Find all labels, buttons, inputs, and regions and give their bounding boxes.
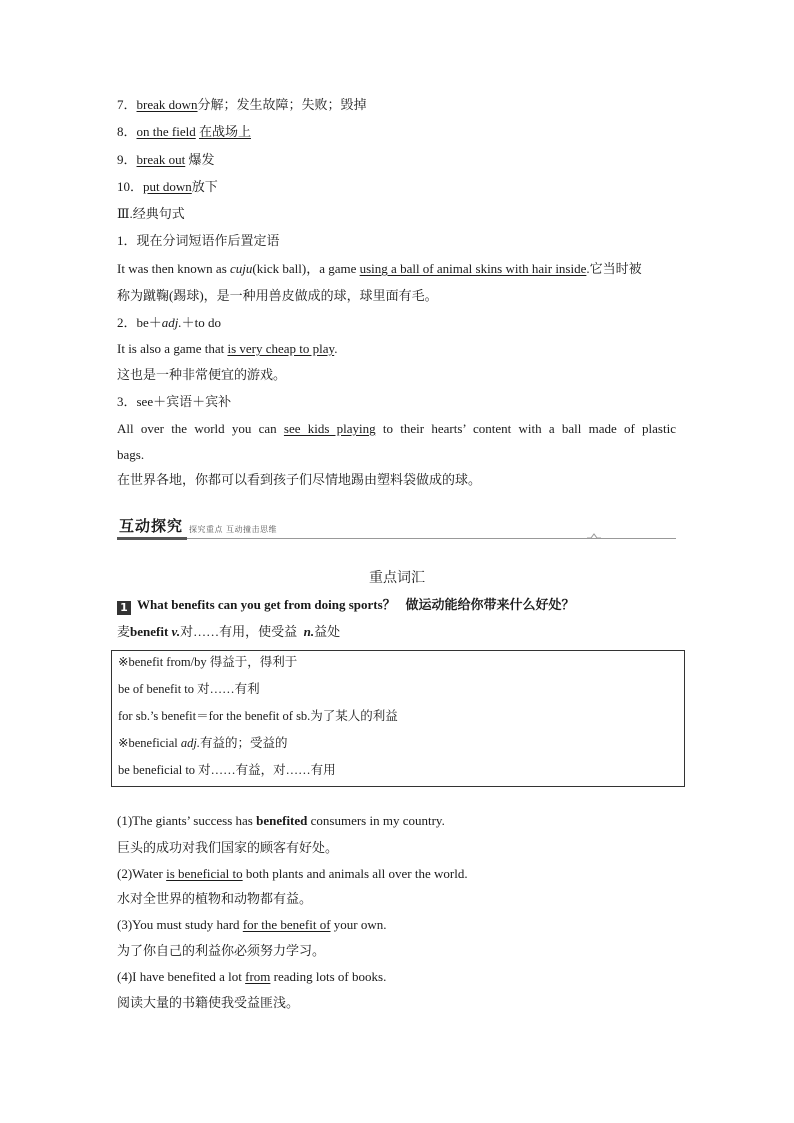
answer-blank: using a ball of animal skins with hair inside [359,261,587,276]
pattern-3-translation: 在世界各地，你都可以看到孩子们尽情地踢由塑料袋做成的球。 [117,472,482,487]
section-divider-accent [117,537,187,540]
answer-blank: is very cheap to play [227,341,335,356]
usage-box [111,650,685,787]
item-meaning: 爆发 [188,152,215,167]
divider-notch-icon [587,533,601,541]
item-phrase: break out [136,152,186,167]
item-number: 8． [117,124,137,139]
item-meaning: 放下 [191,179,218,194]
vocab-item-7 [117,96,367,114]
vocab-title: 重点词汇 [369,571,425,586]
question-1 [117,596,574,615]
example-3: (3)You must study hard for the benefit of your own. [117,917,387,932]
benefit-definition: 麦benefit v.对……有用，使受益 n.益处 [117,624,341,639]
answer-blank: for the benefit of [242,917,331,932]
cuju-term: cuju [230,261,253,276]
item-meaning: 分解；发生故障；失败；毁掉 [197,97,367,112]
example-1: (1)The giants’ success has benefited consumers in my country. [117,813,445,828]
item-phrase: break down [136,97,198,112]
answer-blank: see kids playing [283,421,376,436]
section-label: 互动探究 [119,517,184,535]
example-4: (4)I have benefited a lot from reading lots of books. [117,969,387,984]
pattern-1-translation: 称为蹴鞠(踢球)，是一种用兽皮做成的球，球里面有毛。 [117,288,438,303]
section-subtitle: 探究重点 互动撞击思维 [189,525,278,534]
example-4-translation: 阅读大量的书籍使我受益匪浅。 [117,995,300,1010]
vocab-item-9 [117,151,215,169]
pattern-3-sentence: All over the world you can see kids playing to their hearts’ content with a ball made of plastic [117,421,676,436]
usage-line: be beneficial to 对……有益，对……有用 [118,763,336,777]
question-en: What benefits can you get from doing sports？ [137,597,396,612]
section-header [117,515,676,545]
pattern-1-title: 1．现在分词短语作后置定语 [117,233,280,248]
question-cn: 做运动能给你带来什么好处？ [405,597,575,612]
usage-line: ※benefit from/by 得益于，得利于 [118,655,298,669]
headword: benefit [130,624,169,639]
item-number: 10． [117,179,144,194]
answer-blank: is beneficial to [166,866,243,881]
usage-line: be of benefit to 对……有利 [118,682,260,696]
pattern-3-title: 3．see＋宾语＋宾补 [117,394,232,409]
usage-line: for sb.’s benefit＝for the benefit of sb.为了某人的利益 [118,709,398,723]
question-number-badge: 1 [117,601,131,615]
example-2-translation: 水对全世界的植物和动物都有益。 [117,891,313,906]
classic-sentences-heading: Ⅲ.经典句式 [117,206,185,221]
example-1-translation: 巨头的成功对我们国家的顾客有好处。 [117,840,339,855]
item-number: 7． [117,97,137,112]
item-phrase: on the field [136,124,196,139]
pattern-1-sentence: It was then known as cuju(kick ball)，a game using a ball of animal skins with hair inside.它当时被 [117,261,642,276]
item-number: 9． [117,152,137,167]
item-meaning: 在战场上 [198,124,251,139]
vocab-item-10 [117,178,218,196]
answer-blank: from [245,969,271,984]
pattern-3-sentence-cont: bags. [117,447,145,462]
item-phrase: put down [143,179,192,194]
pattern-2-translation: 这也是一种非常便宜的游戏。 [117,367,287,382]
pattern-2-sentence: It is also a game that is very cheap to play. [117,341,338,356]
example-2: (2)Water is beneficial to both plants and animals all over the world. [117,866,468,881]
vocab-item-8 [117,123,251,141]
example-3-translation: 为了你自己的利益你必须努力学习。 [117,943,326,958]
pattern-2-title: 2．be＋adj.＋to do [117,315,222,330]
usage-line: ※beneficial adj.有益的；受益的 [118,736,288,750]
